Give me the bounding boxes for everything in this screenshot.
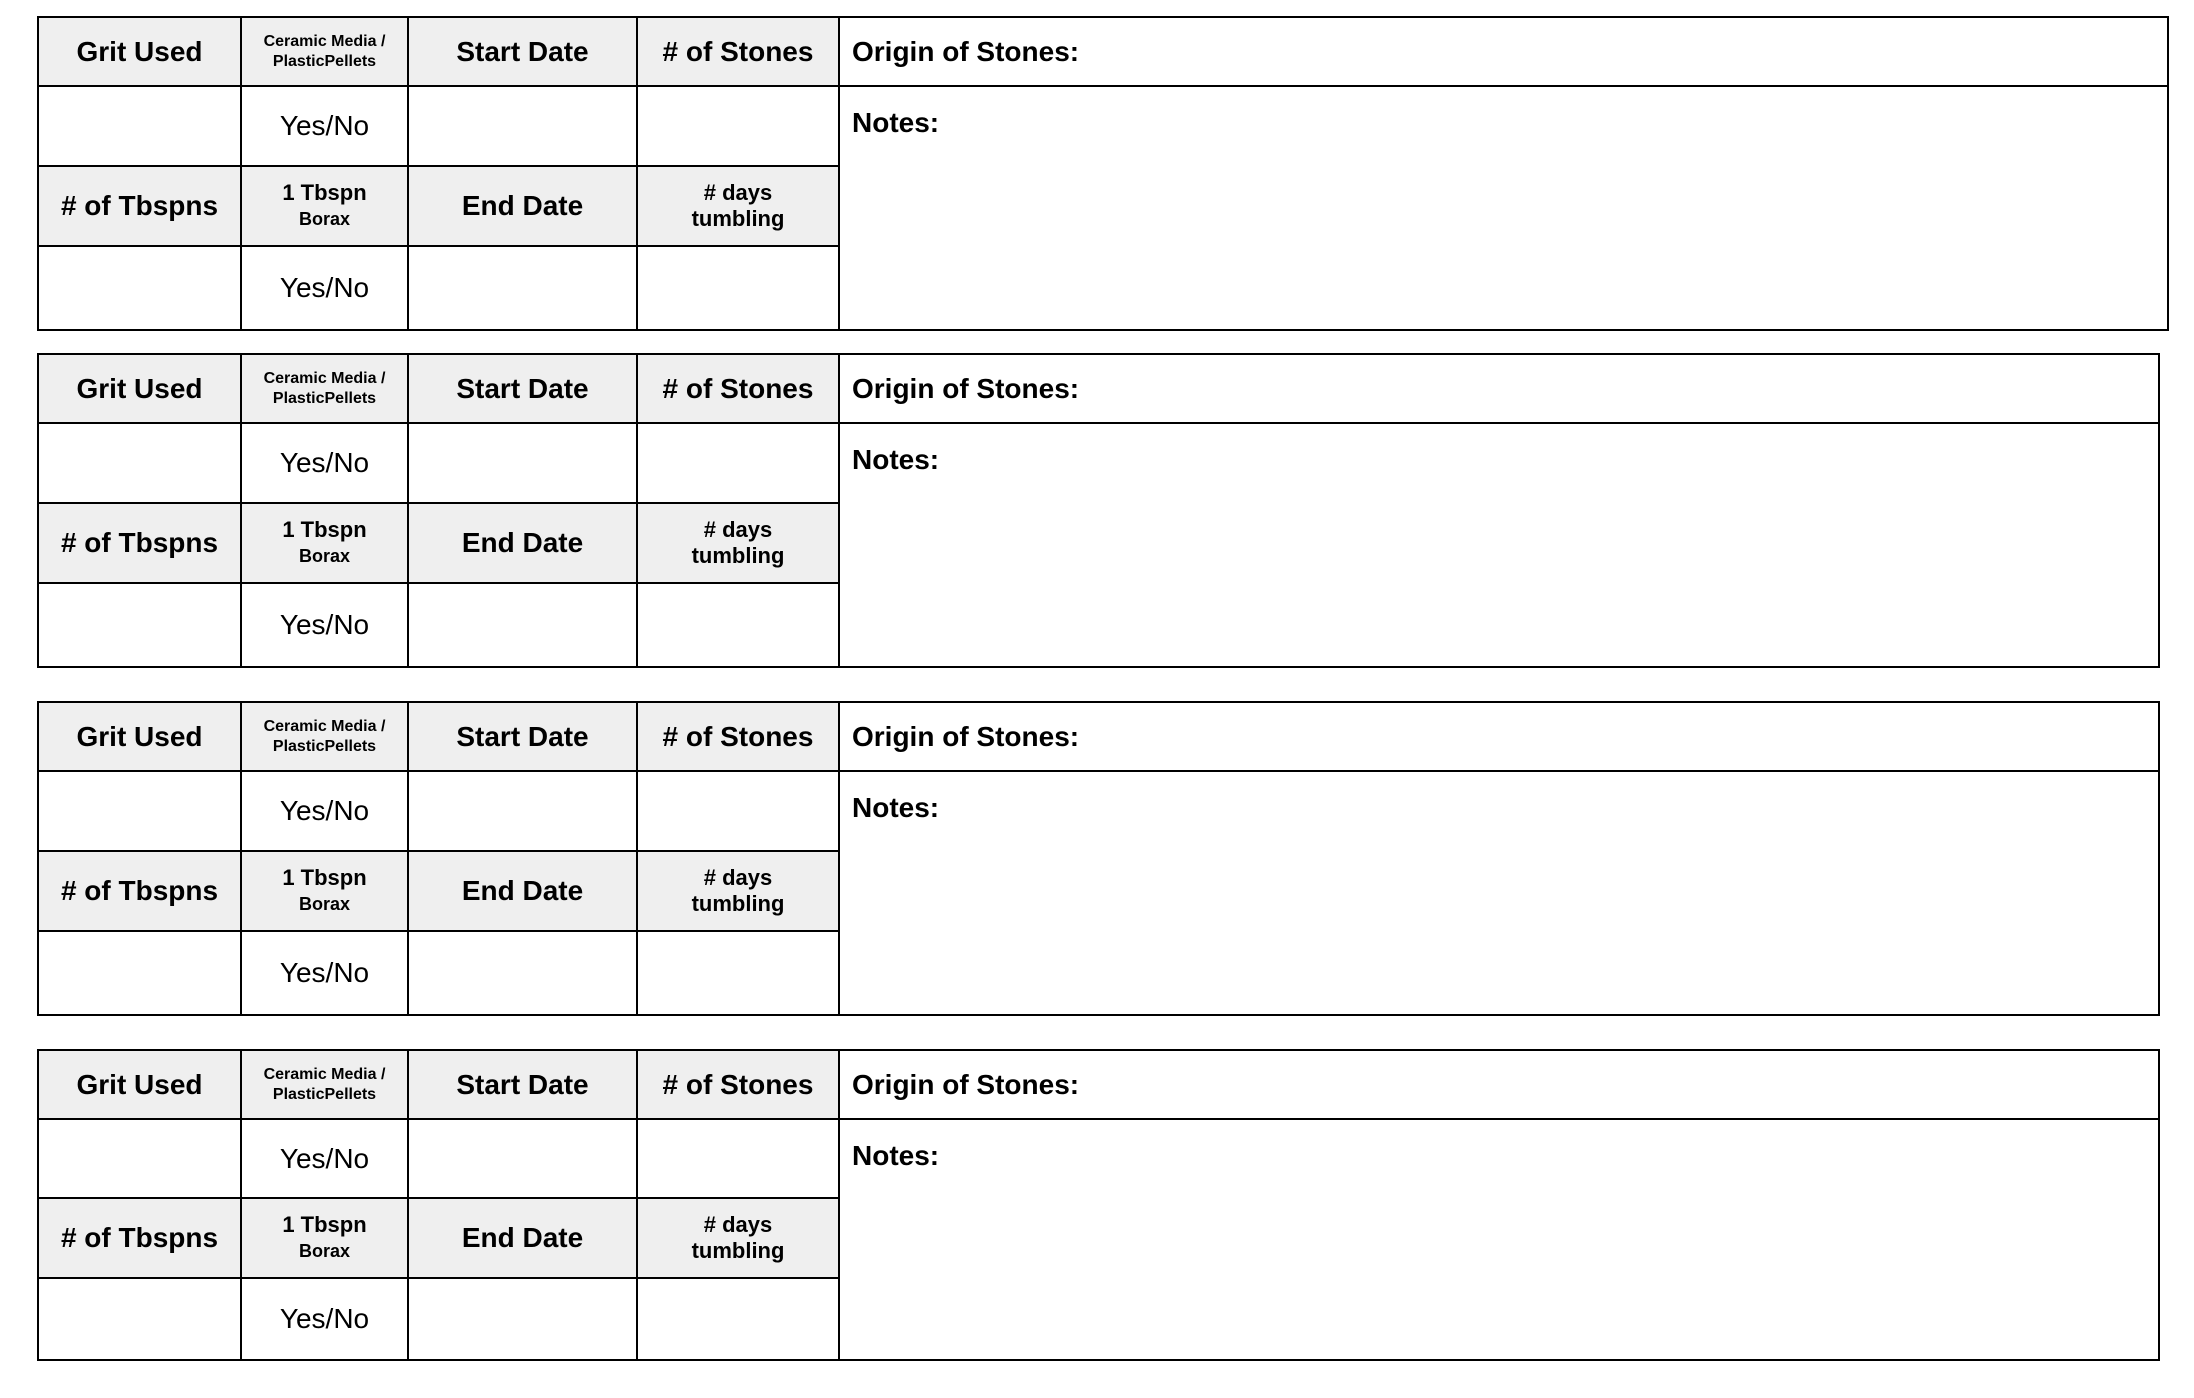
tumbling-log-block-4 <box>37 1049 2160 1359</box>
grit-used-header: Grit Used <box>38 17 241 86</box>
days-tumbling-field[interactable] <box>637 1278 839 1360</box>
num-tbspns-header: # of Tbspns <box>38 851 241 931</box>
borax-header: 1 Tbspn Borax <box>241 166 408 246</box>
media-header: Ceramic Media / PlasticPellets <box>241 702 408 771</box>
num-tbspns-header: # of Tbspns <box>38 166 241 246</box>
log-table <box>37 701 2160 1016</box>
start-date-field[interactable] <box>408 86 637 166</box>
origin-of-stones-field[interactable]: Origin of Stones: <box>839 17 2168 86</box>
notes-field[interactable]: Notes: <box>839 1119 2159 1360</box>
notes-field[interactable]: Notes: <box>839 771 2159 1015</box>
grit-used-field[interactable] <box>38 1119 241 1198</box>
start-date-field[interactable] <box>408 771 637 851</box>
media-header: Ceramic Media / PlasticPellets <box>241 354 408 423</box>
days-tumbling-header: # days tumbling <box>637 1198 839 1278</box>
notes-field[interactable]: Notes: <box>839 86 2168 330</box>
borax-yes-no-field[interactable]: Yes/No <box>241 583 408 667</box>
media-yes-no-field[interactable]: Yes/No <box>241 86 408 166</box>
tumbling-log-block-1 <box>37 16 2169 329</box>
num-stones-field[interactable] <box>637 423 839 503</box>
end-date-header: End Date <box>408 503 637 583</box>
notes-field[interactable]: Notes: <box>839 423 2159 667</box>
num-tbspns-field[interactable] <box>38 246 241 330</box>
media-yes-no-field[interactable]: Yes/No <box>241 1119 408 1198</box>
end-date-field[interactable] <box>408 583 637 667</box>
media-yes-no-field[interactable]: Yes/No <box>241 771 408 851</box>
grit-used-field[interactable] <box>38 86 241 166</box>
borax-header: 1 Tbspn Borax <box>241 503 408 583</box>
num-stones-field[interactable] <box>637 86 839 166</box>
grit-used-header: Grit Used <box>38 702 241 771</box>
days-tumbling-header: # days tumbling <box>637 166 839 246</box>
start-date-header: Start Date <box>408 1050 637 1119</box>
grit-used-field[interactable] <box>38 423 241 503</box>
start-date-field[interactable] <box>408 423 637 503</box>
borax-yes-no-field[interactable]: Yes/No <box>241 246 408 330</box>
tumbling-log-block-2 <box>37 353 2160 666</box>
days-tumbling-field[interactable] <box>637 583 839 667</box>
end-date-field[interactable] <box>408 1278 637 1360</box>
media-yes-no-field[interactable]: Yes/No <box>241 423 408 503</box>
num-tbspns-field[interactable] <box>38 1278 241 1360</box>
num-stones-header: # of Stones <box>637 702 839 771</box>
num-stones-header: # of Stones <box>637 17 839 86</box>
start-date-header: Start Date <box>408 702 637 771</box>
start-date-header: Start Date <box>408 17 637 86</box>
origin-of-stones-field[interactable]: Origin of Stones: <box>839 702 2159 771</box>
log-table <box>37 16 2169 331</box>
borax-yes-no-field[interactable]: Yes/No <box>241 931 408 1015</box>
num-stones-header: # of Stones <box>637 354 839 423</box>
grit-used-header: Grit Used <box>38 354 241 423</box>
num-tbspns-header: # of Tbspns <box>38 1198 241 1278</box>
borax-yes-no-field[interactable]: Yes/No <box>241 1278 408 1360</box>
borax-header: 1 Tbspn Borax <box>241 1198 408 1278</box>
num-tbspns-field[interactable] <box>38 583 241 667</box>
media-header: Ceramic Media / PlasticPellets <box>241 17 408 86</box>
num-tbspns-field[interactable] <box>38 931 241 1015</box>
start-date-field[interactable] <box>408 1119 637 1198</box>
end-date-header: End Date <box>408 851 637 931</box>
num-stones-field[interactable] <box>637 771 839 851</box>
media-header: Ceramic Media / PlasticPellets <box>241 1050 408 1119</box>
end-date-field[interactable] <box>408 931 637 1015</box>
days-tumbling-field[interactable] <box>637 246 839 330</box>
days-tumbling-field[interactable] <box>637 931 839 1015</box>
origin-of-stones-field[interactable]: Origin of Stones: <box>839 354 2159 423</box>
days-tumbling-header: # days tumbling <box>637 503 839 583</box>
origin-of-stones-field[interactable]: Origin of Stones: <box>839 1050 2159 1119</box>
num-stones-header: # of Stones <box>637 1050 839 1119</box>
days-tumbling-header: # days tumbling <box>637 851 839 931</box>
log-table <box>37 1049 2160 1361</box>
tumbling-log-block-3 <box>37 701 2160 1014</box>
grit-used-field[interactable] <box>38 771 241 851</box>
num-tbspns-header: # of Tbspns <box>38 503 241 583</box>
end-date-header: End Date <box>408 166 637 246</box>
start-date-header: Start Date <box>408 354 637 423</box>
grit-used-header: Grit Used <box>38 1050 241 1119</box>
end-date-header: End Date <box>408 1198 637 1278</box>
end-date-field[interactable] <box>408 246 637 330</box>
log-table <box>37 353 2160 668</box>
borax-header: 1 Tbspn Borax <box>241 851 408 931</box>
num-stones-field[interactable] <box>637 1119 839 1198</box>
